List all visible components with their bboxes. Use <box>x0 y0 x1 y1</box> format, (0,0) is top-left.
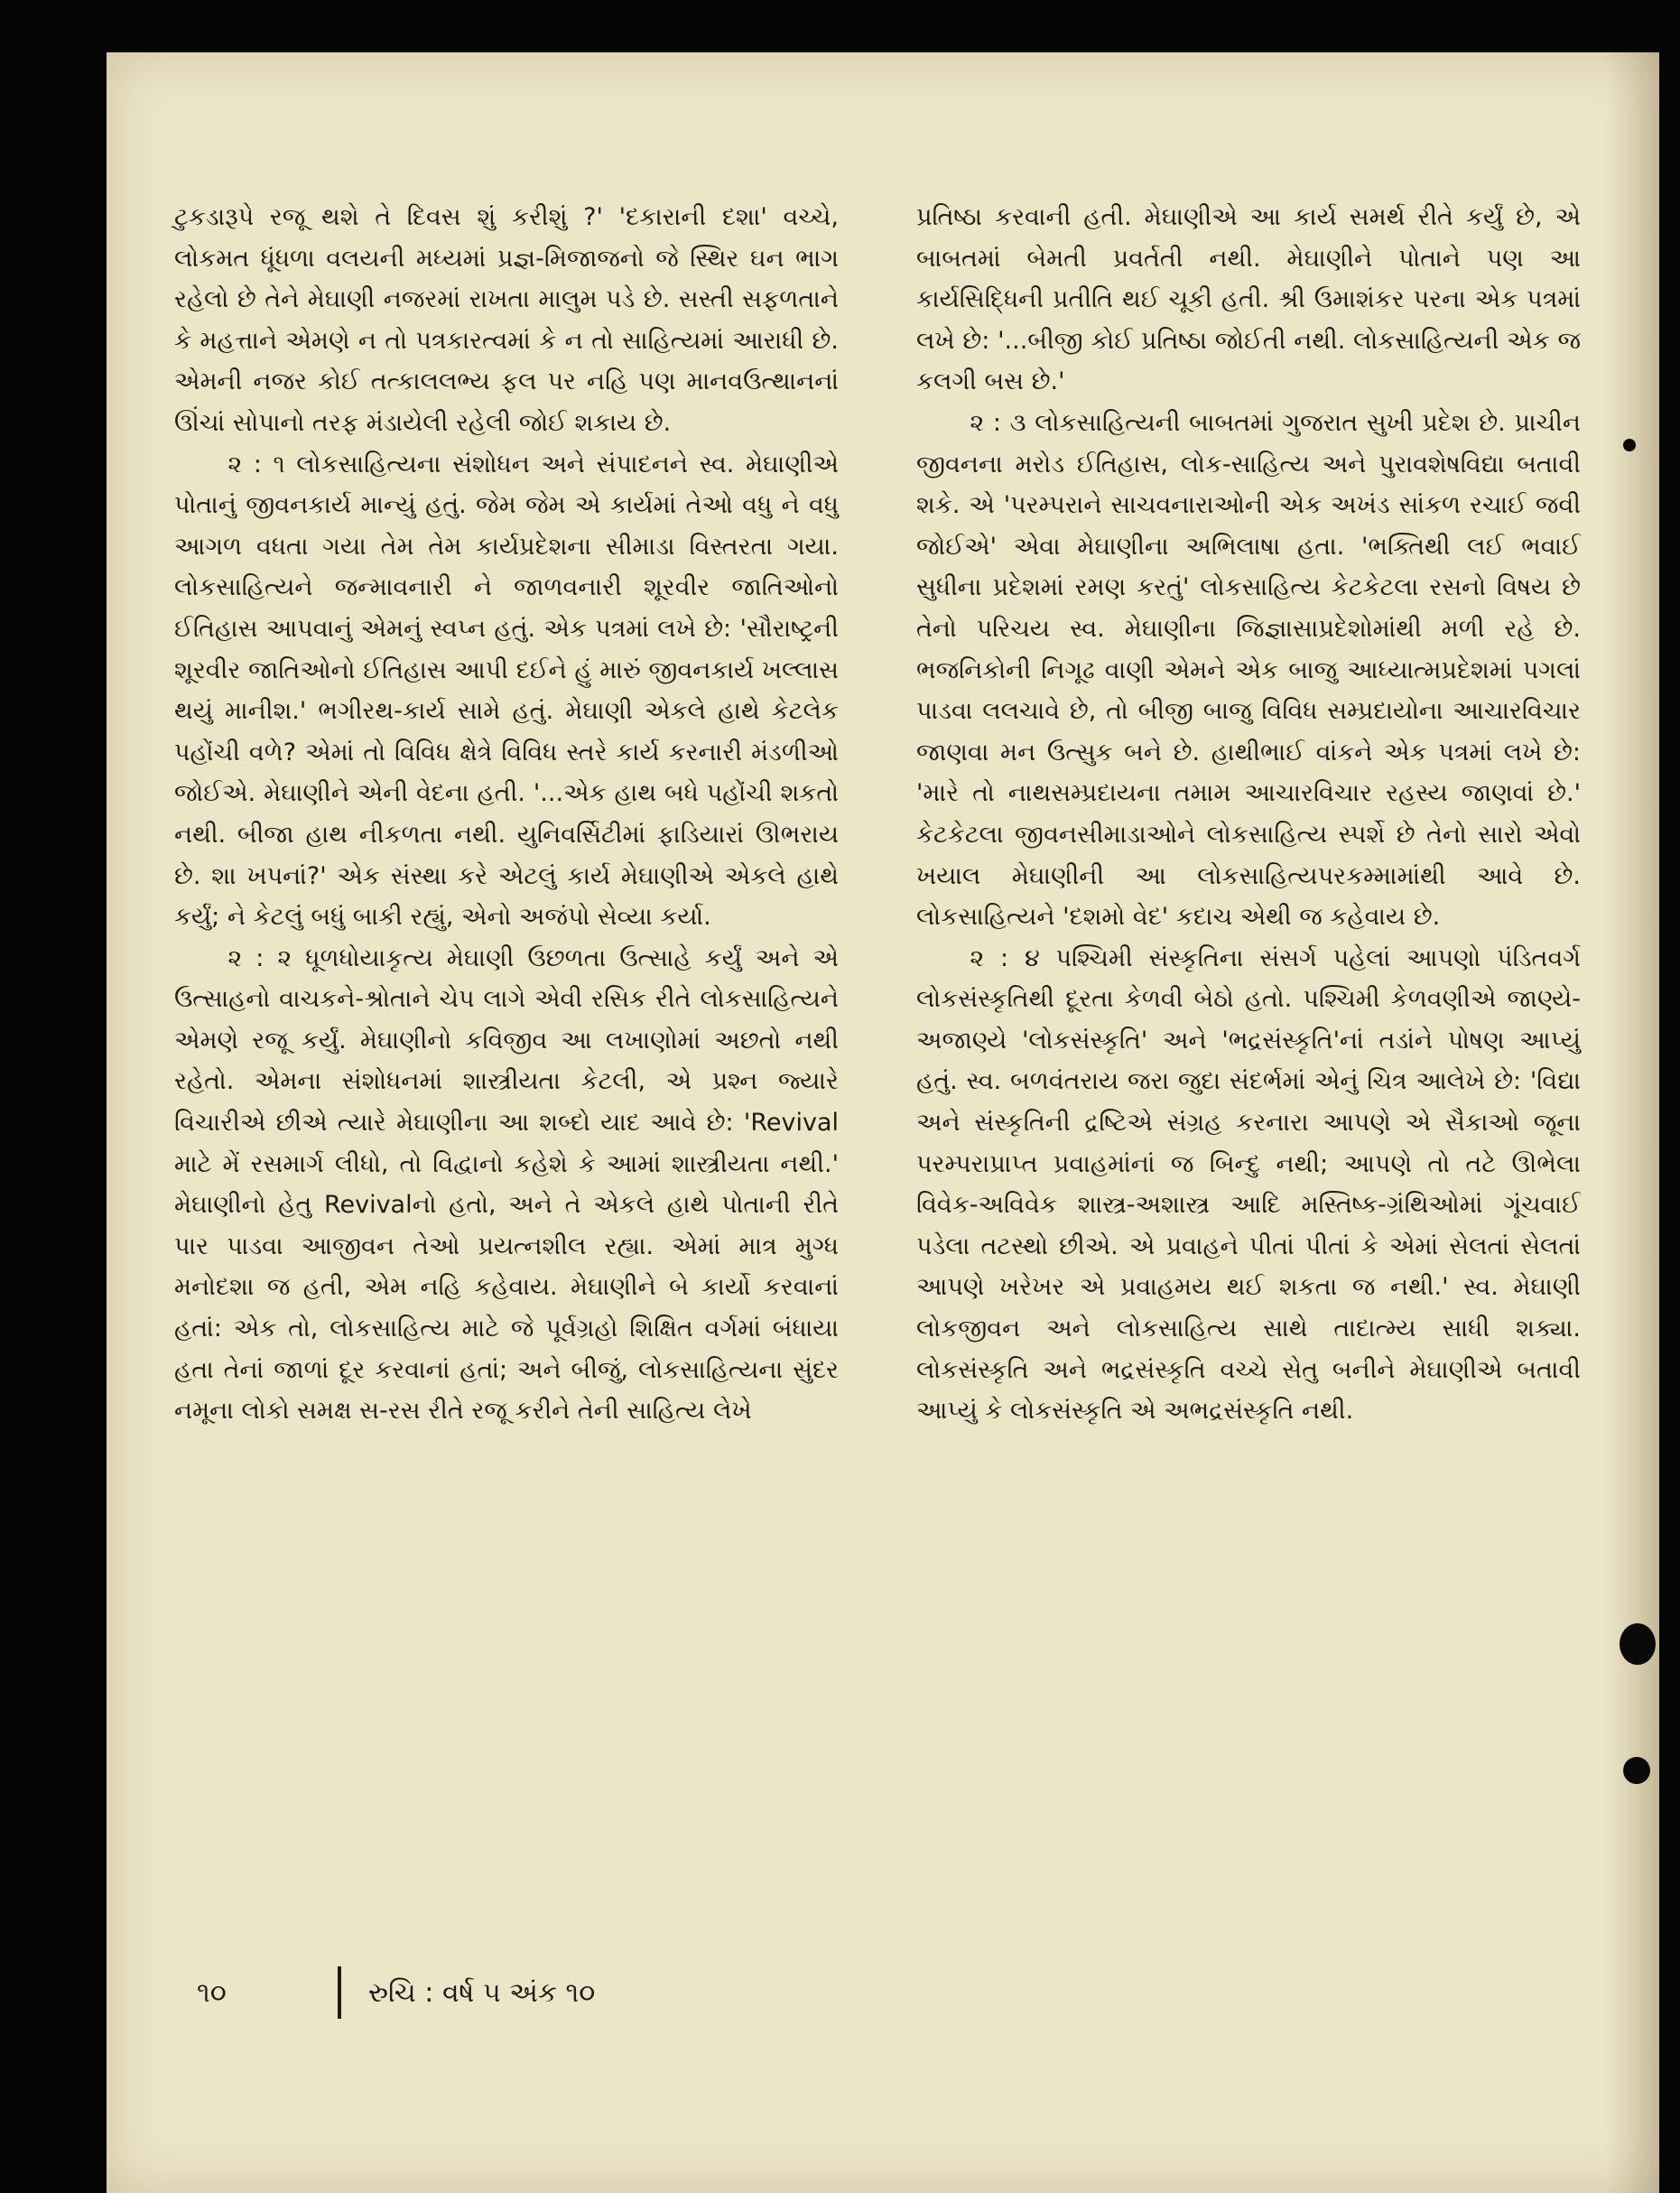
footer-divider <box>338 1966 341 2019</box>
paragraph: ૨ : ૧ લોકસાહિત્યના સંશોધન અને સંપાદનને સ્વ. મેઘાણીએ પોતાનું જીવનકાર્ય માન્યું હતું. જેમ જેમ એ કાર્યમાં તેઓ વધુ ને વધુ આગળ વધતા ગયા તેમ તેમ કાર્યપ્રદેશના સીમાડા વિસ્તરતા ગયા. લોકસાહિત્યને જન્માવનારી ને જાળવનારી શૂરવીર જાતિઓનો ઈતિહાસ આપવાનું એમનું સ્વપ્ન હતું. એક પત્રમાં લખે છે: 'સૌરાષ્ટ્રની શૂરવીર જાતિઓનો ઈતિહાસ આપી દઈને હું મારું જીવનકાર્ય ખલ્લાસ થયું માનીશ.' ભગીરથ-કાર્ય સામે હતું. મેઘાણી એકલે હાથે કેટલેક પહોંચી વળે? એમાં તો વિવિધ ક્ષેત્રે વિવિધ સ્તરે કાર્ય કરનારી મંડળીઓ જોઈએ. મેઘાણીને એની વેદના હતી. '...એક હાથ બધે પહોંચી શકતો નથી. બીજા હાથ નીકળતા નથી. યુનિવર્સિટીમાં ફાડિયારાં ઊભરાય છે. શા ખપનાં?' એક સંસ્થા કરે એટલું કાર્ય મેઘાણીએ એકલે હાથે કર્યું; ને કેટલું બધું બાકી રહ્યું, એનો અજંપો સેવ્યા કર્યા. <box>174 450 839 932</box>
paragraph: પ્રતિષ્ઠા કરવાની હતી. મેઘાણીએ આ કાર્ય સમર્થ રીતે કર્યું છે, એ બાબતમાં બેમતી પ્રવર્તતી નથી. મેઘાણીને પોતાને પણ આ કાર્યસિદ્ધિની પ્રતીતિ થઈ ચૂકી હતી. શ્રી ઉમાશંકર પરના એક પત્રમાં લખે છે: '...બીજી કોઈ પ્રતિષ્ઠા જોઈતી નથી. લોકસાહિત્યની એક જ કલગી બસ છે.' <box>916 203 1581 396</box>
page-number: ૧૦ <box>197 1976 227 2009</box>
page-fold-shadow <box>1605 52 1659 2193</box>
right-column <box>916 197 1581 1432</box>
paragraph: ૨ : ૨ ધૂળધોયાકૃત્ય મેઘાણી ઉછળતા ઉત્સાહે કર્યું અને એ ઉત્સાહનો વાચકને-શ્રોતાને ચેપ લાગે એવી રસિક રીતે લોકસાહિત્યને એમણે રજૂ કર્યું. મેઘાણીનો કવિજીવ આ લખાણોમાં અછતો નથી રહેતો. એમના સંશોધનમાં શાસ્ત્રીયતા કેટલી, એ પ્રશ્ન જ્યારે વિચારીએ છીએ ત્યારે મેઘાણીના આ શબ્દો યાદ આવે છે: 'Revival માટે મેં રસમાર્ગ લીધો, તો વિદ્વાનો કહેશે કે આમાં શાસ્ત્રીયતા નથી.' મેઘાણીનો હેતુ Revivalનો હતો, અને તે એકલે હાથે પોતાની રીતે પાર પાડવા આજીવન તેઓ પ્રયત્નશીલ રહ્યા. એમાં માત્ર મુગ્ધ મનોદશા જ હતી, એમ નહિ કહેવાય. મેઘાણીને બે કાર્યો કરવાનાં હતાં: એક તો, લોકસાહિત્ય માટે જે પૂર્વગ્રહો શિક્ષિત વર્ગમાં બંધાયા હતા તેનાં જાળાં દૂર કરવાનાં હતાં; અને બીજું, લોકસાહિત્યના સુંદર નમૂના લોકો સમક્ષ સ-રસ રીતે રજૂ કરીને તેની સાહિત્ય લેખે <box>174 943 839 1426</box>
paragraph: ૨ : ૩ લોકસાહિત્યની બાબતમાં ગુજરાત સુખી પ્રદેશ છે. પ્રાચીન જીવનના મરોડ ઈતિહાસ, લોક-સાહિત્ય અને પુરાવશેષવિદ્યા બતાવી શકે. એ 'પરમ્પરાને સાચવનારાઓની એક અખંડ સાંકળ રચાઈ જવી જોઈએ' એવા મેઘાણીના અભિલાષા હતા. 'ભક્તિથી લઈ ભવાઈ સુધીના પ્રદેશમાં રમણ કરતું' લોકસાહિત્ય કેટકેટલા રસનો વિષય છે તેનો પરિચય સ્વ. મેઘાણીના જિજ્ઞાસાપ્રદેશોમાંથી મળી રહે છે. ભજનિકોની નિગૂઢ વાણી એમને એક બાજુ આધ્યાત્મપ્રદેશમાં પગલાં પાડવા લલચાવે છે, તો બીજી બાજુ વિવિધ સમ્પ્રદાયોના આચારવિચાર જાણવા મન ઉત્સુક બને છે. હાથીભાઈ વાંકને એક પત્રમાં લખે છે: 'મારે તો નાથસમ્પ્રદાયના તમામ આચારવિચાર રહસ્ય જાણવાં છે.' કેટકેટલા જીવનસીમાડાઓને લોકસાહિત્ય સ્પર્શે છે તેનો સારો એવો ખયાલ મેઘાણીની આ લોકસાહિત્યપરકમ્મામાંથી આવે છે. લોકસાહિત્યને 'દશમો વેદ' કદાચ એથી જ કહેવાય છે. <box>916 408 1581 932</box>
binding-hole-icon <box>1620 1623 1656 1665</box>
binding-hole-icon <box>1623 439 1636 451</box>
page-footer <box>197 1966 595 2019</box>
paragraph: ટુકડારૂપે રજૂ થશે તે દિવસ શું કરીશું ?' 'દકારાની દશા' વચ્ચે, લોકમત ધૂંધળા વલયની મધ્યમાં પ્રજ્ઞ-મિજાજનો જે સ્થિર ઘન ભાગ રહેલો છે તેને મેઘાણી નજરમાં રાખતા માલુમ પડે છે. સસ્તી સફળતાને કે મહત્તાને એમણે ન તો પત્રકારત્વમાં કે ન તો સાહિત્યમાં આરાધી છે. એમની નજર કોઈ તત્કાલલભ્ય ફલ પર નહિ પણ માનવઉત્થાનનાં ઊંચાં સોપાનો તરફ મંડાયેલી રહેલી જોઈ શકાય છે. <box>174 203 839 437</box>
paragraph: ૨ : ૪ પશ્ચિમી સંસ્કૃતિના સંસર્ગ પહેલાં આપણો પંડિતવર્ગ લોકસંસ્કૃતિથી દૂરતા કેળવી બેઠો હતો. પશ્ચિમી કેળવણીએ જાણ્યે-અજાણ્યે 'લોકસંસ્કૃતિ' અને 'ભદ્રસંસ્કૃતિ'નાં તડાંને પોષણ આપ્યું હતું. સ્વ. બળવંતરાય જરા જુદા સંદર્ભમાં એનું ચિત્ર આલેખે છે: 'વિદ્યા અને સંસ્કૃતિની દ્રષ્ટિએ સંગ્રહ કરનારા આપણે એ સૈકાઓ જૂના પરમ્પરાપ્રાપ્ત પ્રવાહમાંનાં જ બિન્દુ નથી; આપણે તો તટે ઊભેલા વિવેક-અવિવેક શાસ્ત્ર-અશાસ્ત્ર આદિ મસ્તિષ્ક-ગ્રંથિઓમાં ગૂંચવાઈ પડેલા તટસ્થો છીએ. એ પ્રવાહને પીતાં પીતાં કે એમાં સેલતાં સેલતાં આપણે ખરેખર એ પ્રવાહમય થઈ શકતા જ નથી.' સ્વ. મેઘાણી લોકજીવન અને લોકસાહિત્ય સાથે તાદાત્મ્ય સાધી શક્યા. લોકસંસ્કૃતિ અને ભદ્રસંસ્કૃતિ વચ્ચે સેતુ બનીને મેઘાણીએ બતાવી આપ્યું કે લોકસંસ્કૃતિ એ અભદ્રસંસ્કૃતિ નથી. <box>916 943 1581 1426</box>
issue-label: રુચિ : વર્ષ ૫ અંક ૧૦ <box>368 1976 596 2009</box>
left-column <box>174 197 839 1432</box>
binding-hole-icon <box>1623 1757 1650 1784</box>
magazine-page <box>107 52 1659 2193</box>
